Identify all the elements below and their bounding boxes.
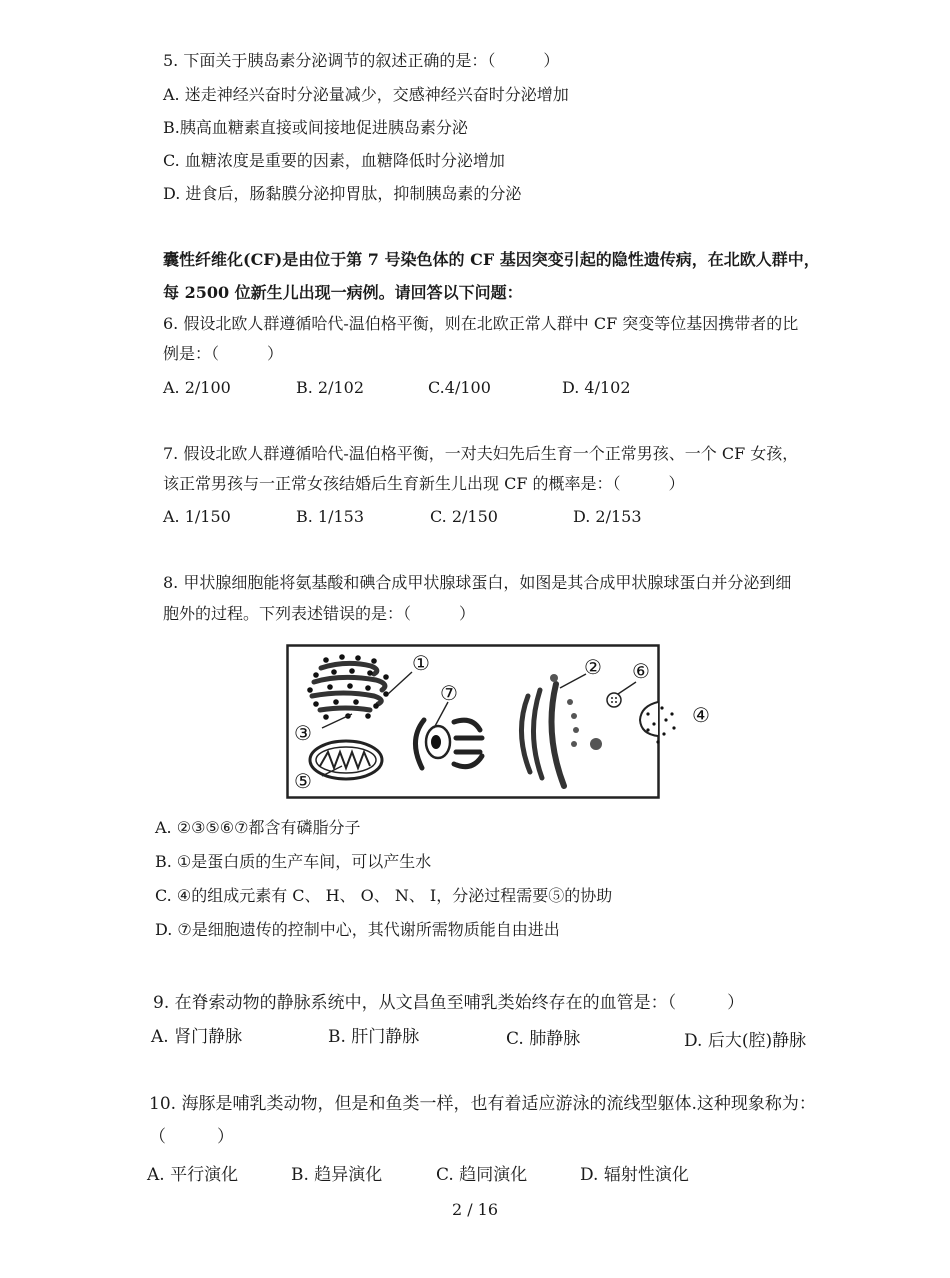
q7-option-d: D. 2/153 bbox=[573, 507, 642, 526]
q5-stem: 5. 下面关于胰岛素分泌调节的叙述正确的是：（ ） bbox=[163, 51, 560, 70]
label-7: ⑦ bbox=[440, 681, 458, 705]
q7-option-c: C. 2/150 bbox=[430, 507, 498, 526]
q6-option-a: A. 2/100 bbox=[163, 378, 231, 397]
q7-option-b: B. 1/153 bbox=[296, 507, 365, 526]
q6-stem-line2: 例是：（ ） bbox=[163, 344, 284, 363]
q10-stem-line2: （ ） bbox=[149, 1127, 234, 1147]
q6-stem-line1: 6. 假设北欧人群遵循哈代-温伯格平衡，则在北欧正常人群中 CF 突变等位基因携带者的比 bbox=[163, 314, 799, 333]
q10-option-d: D. 辐射性演化 bbox=[580, 1165, 689, 1185]
q9-option-b: B. 肝门静脉 bbox=[328, 1027, 420, 1047]
q5-option-a: A. 迷走神经兴奋时分泌量减少，交感神经兴奋时分泌增加 bbox=[163, 85, 569, 104]
cf-intro-line1: 囊性纤维化(CF)是由位于第 7 号染色体的 CF 基因突变引起的隐性遗传病，在北欧人群中， bbox=[163, 250, 820, 269]
q8-option-a: A. ②③⑤⑥⑦都含有磷脂分子 bbox=[155, 818, 361, 837]
q6-option-c: C.4/100 bbox=[428, 378, 491, 397]
q6-option-b: B. 2/102 bbox=[296, 378, 365, 397]
q6-option-d: D. 4/102 bbox=[562, 378, 631, 397]
q7-option-a: A. 1/150 bbox=[163, 507, 231, 526]
q5-option-b: B.胰高血糖素直接或间接地促进胰岛素分泌 bbox=[163, 118, 468, 137]
label-5: ⑤ bbox=[294, 769, 312, 793]
secretory-vesicle bbox=[607, 693, 621, 707]
thyroid-cell-diagram bbox=[286, 644, 710, 800]
q8-stem-line1: 8. 甲状腺细胞能将氨基酸和碘合成甲状腺球蛋白，如图是其合成甲状腺球蛋白并分泌到细 bbox=[163, 573, 792, 592]
page-number: 2 / 16 bbox=[451, 1200, 499, 1219]
q8-option-d: D. ⑦是细胞遗传的控制中心，其代谢所需物质能自由进出 bbox=[155, 920, 560, 939]
q10-stem-line1: 10. 海豚是哺乳类动物，但是和鱼类一样，也有着适应游泳的流线型躯体.这种现象称为： bbox=[149, 1094, 816, 1114]
q7-stem-line1: 7. 假设北欧人群遵循哈代-温伯格平衡，一对夫妇先后生育一个正常男孩、一个 CF 女孩， bbox=[163, 444, 799, 463]
q9-option-c: C. 肺静脉 bbox=[506, 1029, 581, 1049]
label-6: ⑥ bbox=[632, 659, 650, 683]
cf-intro-line2: 每 2500 位新生儿出现一病例。请回答以下问题： bbox=[163, 283, 523, 302]
q10-option-b: B. 趋异演化 bbox=[291, 1165, 383, 1185]
q8-option-b: B. ①是蛋白质的生产车间，可以产生水 bbox=[155, 852, 432, 871]
q10-option-c: C. 趋同演化 bbox=[436, 1165, 528, 1185]
q5-option-c: C. 血糖浓度是重要的因素，血糖降低时分泌增加 bbox=[163, 151, 505, 170]
label-4: ④ bbox=[692, 703, 710, 727]
label-3: ③ bbox=[294, 721, 312, 745]
q8-option-c: C. ④的组成元素有 C、 H、 O、 N、 I，分泌过程需要⑤的协助 bbox=[155, 886, 613, 905]
q10-option-a: A. 平行演化 bbox=[147, 1165, 239, 1185]
q9-stem: 9. 在脊索动物的静脉系统中，从文昌鱼至哺乳类始终存在的血管是：（ ） bbox=[153, 993, 745, 1013]
q9-option-a: A. 肾门静脉 bbox=[151, 1027, 243, 1047]
label-2: ② bbox=[584, 655, 602, 679]
q5-option-d: D. 进食后，肠黏膜分泌抑胃肽，抑制胰岛素的分泌 bbox=[163, 184, 522, 203]
label-1: ① bbox=[412, 651, 430, 675]
q7-stem-line2: 该正常男孩与一正常女孩结婚后生育新生儿出现 CF 的概率是：（ ） bbox=[163, 474, 685, 493]
q9-option-d: D. 后大(腔)静脉 bbox=[684, 1031, 807, 1051]
q8-stem-line2: 胞外的过程。下列表述错误的是：（ ） bbox=[163, 604, 476, 623]
mitochondrion bbox=[310, 741, 382, 779]
